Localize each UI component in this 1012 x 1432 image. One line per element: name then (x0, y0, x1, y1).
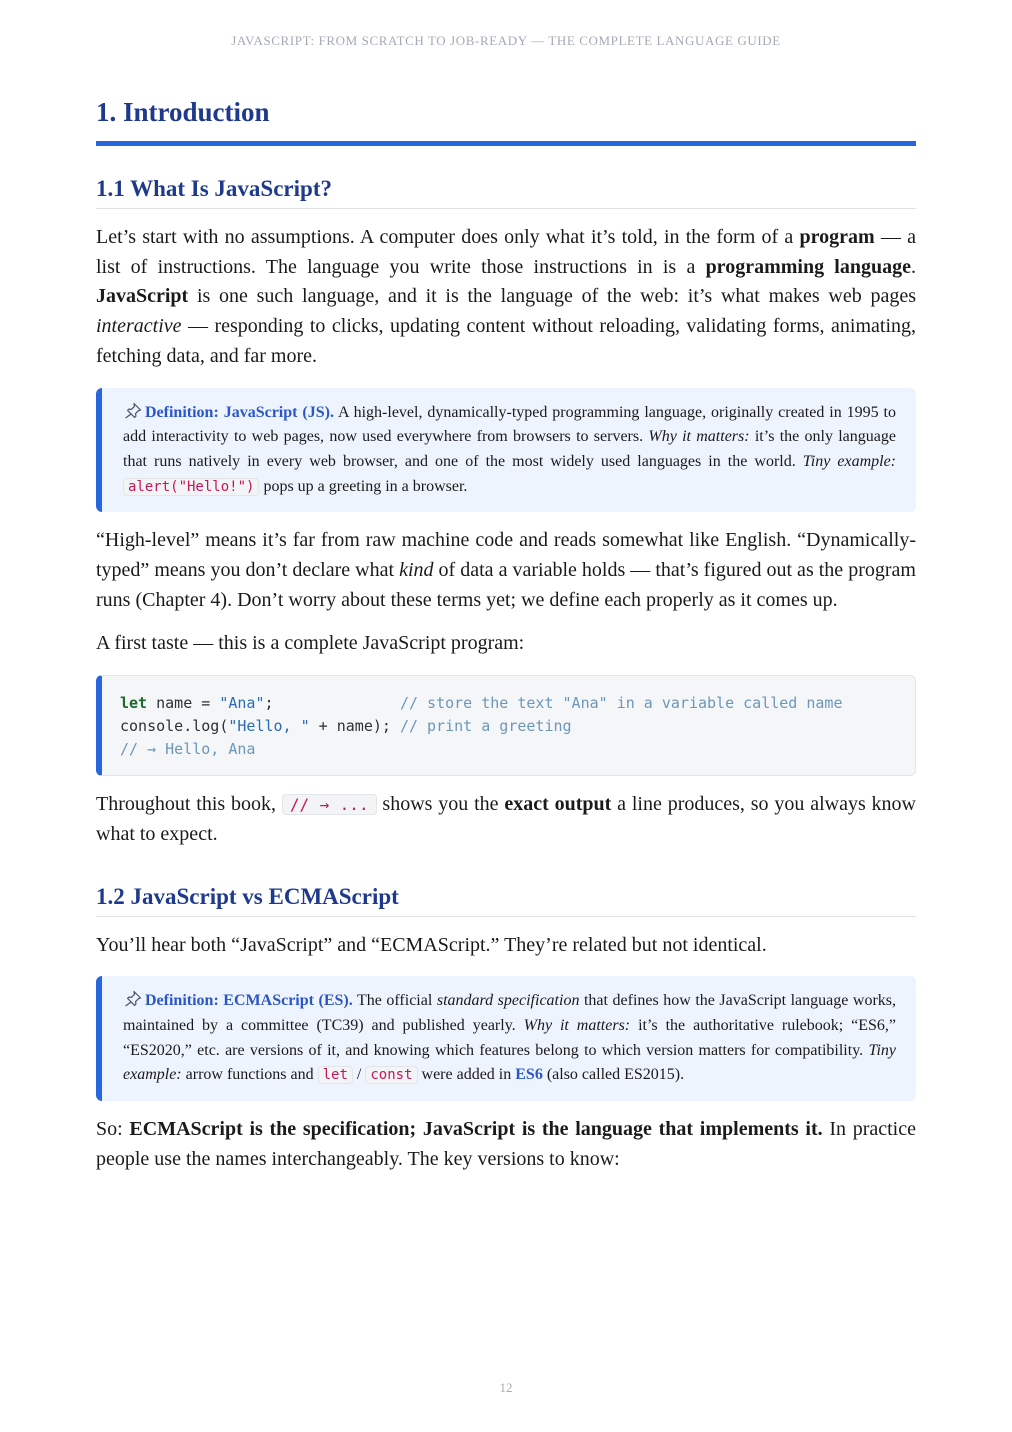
definition-label: Definition: ECMAScript (ES). (145, 992, 353, 1010)
running-header: JAVASCRIPT: FROM SCRATCH TO JOB-READY — THE COMPLETE LANGUAGE GUIDE (231, 33, 781, 48)
page-number: 12 (499, 1380, 513, 1395)
section-heading-js-vs-ecmascript: 1.2 JavaScript vs ECMAScript (96, 882, 916, 917)
definition-callout-ecmascript: Definition: ECMAScript (ES). The official standard specification that defines how the JavaScript language works, maintained by a committee (TC39) and published yearly. Why it matters: it’s the authoritative rulebook; “ES6,” “ES2020,” etc. are versions of it, and knowing which features belong to which version matters for compatibility. Tiny example: arrow functions and let / const were added in ES6 (also called ES2015). (96, 976, 916, 1101)
page-content (96, 92, 916, 1174)
pushpin-icon (123, 402, 143, 419)
explanation-paragraph: “High-level” means it’s far from raw machine code and reads somewhat like English. “Dynamically-typed” means you don’t declare what kind of data a variable holds — that’s figured out as the program runs (Chapter 4). Don’t worry about these terms yet; we define each properly as it comes up. (96, 529, 916, 611)
inline-code-alert: alert("Hello!") (123, 478, 259, 496)
term-programming-language: programming language (705, 255, 911, 278)
summary-paragraph: So: ECMAScript is the specification; JavaScript is the language that implements it. In practice people use the names interchangeably. The key versions to know: (96, 1118, 916, 1170)
definition-label: Definition: JavaScript (JS). (145, 403, 334, 421)
section-heading-what-is-js: 1.1 What Is JavaScript? (96, 174, 916, 209)
ecmascript-intro-paragraph: You’ll hear both “JavaScript” and “ECMAScript.” They’re related but not identical. (96, 933, 767, 956)
chapter-title: 1. Introduction (96, 92, 916, 146)
pushpin-icon (123, 990, 143, 1007)
inline-code-let: let (318, 1066, 353, 1084)
code-block-example: let name = "Ana"; // store the text "Ana" in a variable called name console.log("Hello, " + name); // print a greeting // → Hello, Ana (96, 675, 916, 776)
term-javascript: JavaScript (96, 285, 189, 308)
intro-paragraph: Let’s start with no assumptions. A computer does only what it’s told, in the form of a program — a list of instructions. The language you write those instructions in is a programming language. JavaScript is one such language, and it is the language of the web: it’s what makes web pages interactive — responding to clicks, updating content without reloading, validating forms, animating, fetching data, and far more. (96, 226, 916, 367)
definition-callout-javascript: Definition: JavaScript (JS). A high-level, dynamically-typed programming language, originally created in 1995 to add interactivity to web pages, now used everywhere from browsers to servers. Why it matters: it’s the only language that runs natively in every web browser, and one of the most widely used languages in the world. Tiny example: alert("Hello!") pops up a greeting in a browser. (96, 388, 916, 513)
output-note-paragraph: Throughout this book, // → ... shows you the exact output a line produces, so you always know what to expect. (96, 793, 917, 845)
inline-code-const: const (365, 1066, 417, 1084)
inline-code-output-marker: // → ... (282, 794, 377, 815)
version-es6: ES6 (515, 1066, 543, 1084)
term-program: program (799, 226, 875, 248)
first-taste-paragraph: A first taste — this is a complete JavaScript program: (96, 632, 525, 655)
